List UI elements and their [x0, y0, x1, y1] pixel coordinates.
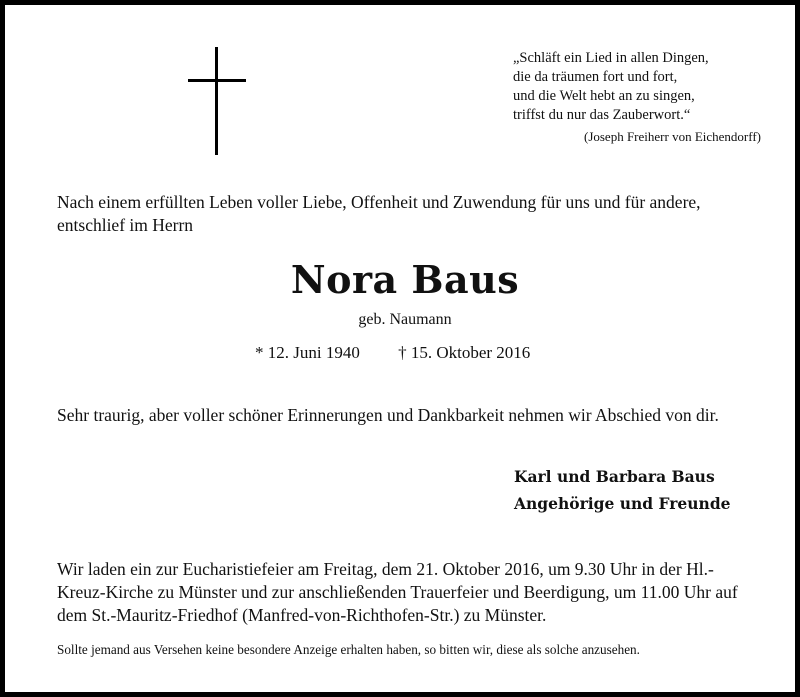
death-date: † 15. Oktober 2016 — [398, 343, 531, 362]
quote-line: und die Welt hebt an zu singen, — [513, 88, 695, 104]
poem-quote — [513, 49, 763, 146]
birth-name: geb. Naumann — [358, 311, 452, 328]
quote-line: die da träumen fort und fort, — [513, 69, 678, 85]
quote-line: triffst du nur das Zauberwort.“ — [513, 107, 691, 123]
intro-text: Nach einem erfüllten Leben voller Liebe, Offenheit und Zuwendung für uns und für andere, entschlief im Herrn — [57, 192, 701, 235]
quote-author: (Joseph Freiherr von Eichendorff) — [583, 129, 761, 144]
signers — [514, 463, 731, 517]
signer-line: Angehörige und Freunde — [514, 494, 731, 513]
signer-line: Karl und Barbara Baus — [514, 467, 715, 486]
invitation-text: Wir laden ein zur Eucharistiefeier am Freitag, dem 21. Oktober 2016, um 9.30 Uhr in der Hl.-Kreuz-Kirche zu Münster und zur anschließenden Trauerfeier und Beerdigung, um 11.00 Uhr auf dem St.-Mauritz-Friedhof (Manfred-von-Richthofen-Str.) zu Münster. — [57, 559, 738, 625]
life-dates — [255, 343, 530, 363]
deceased-name: Nora Baus — [290, 257, 520, 302]
farewell-text: Sehr traurig, aber voller schöner Erinnerungen und Dankbarkeit nehmen wir Abschied von dir. — [57, 405, 719, 425]
cross-icon — [188, 47, 246, 155]
quote-line: „Schläft ein Lied in allen Dingen, — [513, 50, 709, 66]
notice-text: Sollte jemand aus Versehen keine besondere Anzeige erhalten haben, so bitten wir, diese als solche anzusehen. — [57, 642, 640, 657]
birth-date: * 12. Juni 1940 — [255, 343, 360, 362]
